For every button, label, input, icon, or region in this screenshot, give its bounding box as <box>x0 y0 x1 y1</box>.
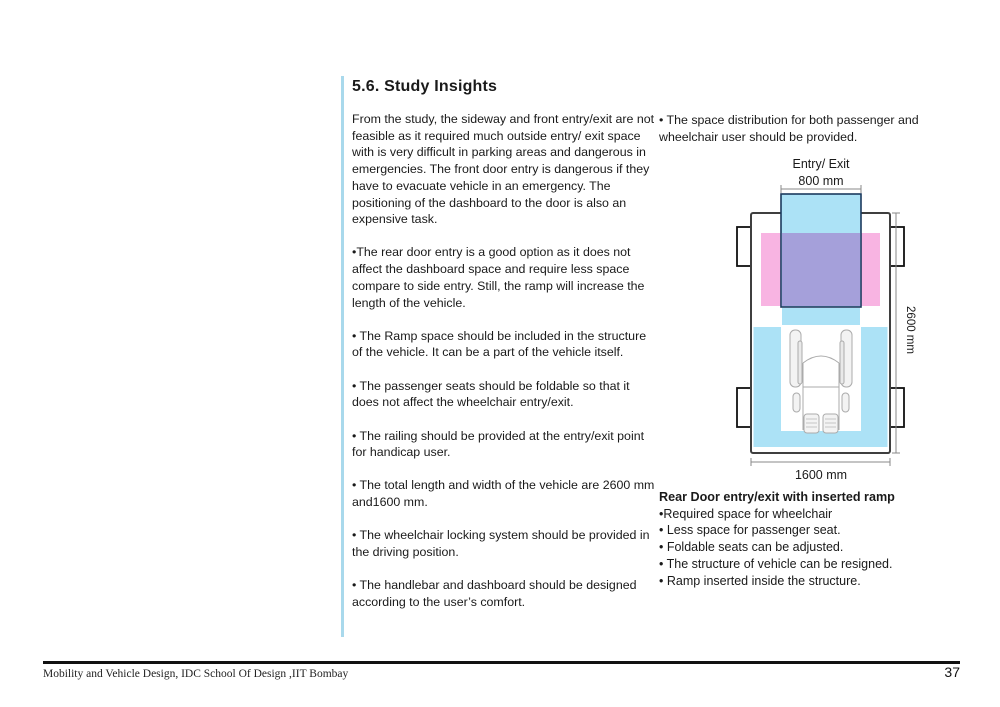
caption-bullet: • Ramp inserted inside the structure. <box>659 573 861 588</box>
footer-divider <box>43 661 960 664</box>
dimension-800-label: 800 mm <box>798 174 844 188</box>
bullet-dimensions: • The total length and width of the vehicle are 2600 mm and1600 mm. <box>352 478 655 510</box>
entry-exit-label: Entry/ Exit <box>792 157 850 171</box>
caption-bullet: • Foldable seats can be adjusted. <box>659 540 844 555</box>
bullet-locking-system: • The wheelchair locking system should be provided in the driving position. <box>352 528 650 560</box>
dimension-1600-label: 1600 mm <box>794 468 848 482</box>
vehicle-top-view-svg <box>685 150 935 485</box>
wheel-rear-left <box>737 388 752 427</box>
right-text-column <box>659 112 943 145</box>
bullet-rear-door: •The rear door entry is a good option as it does not affect the dashboard space and require less space compare to side entry. Still, the ramp will increase the length of the vehicle. <box>352 245 645 310</box>
page-number: 37 <box>944 664 960 680</box>
dimension-1600-line <box>751 458 890 466</box>
bullet-handlebar: • The handlebar and dashboard should be designed according to the user’s comfort. <box>352 578 637 609</box>
bullet-foldable-seats: • The passenger seats should be foldable so that it does not affect the wheelchair entry/exit. <box>352 378 630 410</box>
page-title: 5.6. Study Insights <box>352 78 498 95</box>
bullet-railing: • The railing should be provided at the entry/exit point for handicap user. <box>352 428 645 460</box>
caption-bullet: •Required space for wheelchair <box>659 506 833 521</box>
overlap-zone <box>782 233 860 306</box>
caption-bullet: • Less space for passenger seat. <box>659 523 841 538</box>
vehicle-diagram <box>685 150 935 485</box>
bullet-ramp-space: • The Ramp space should be included in the structure of the vehicle. It can be a part of the vehicle itself. <box>352 328 647 360</box>
diagram-caption <box>659 489 959 589</box>
wheel-front-left <box>737 227 752 266</box>
caption-title: Rear Door entry/exit with inserted ramp <box>659 490 895 504</box>
bullet-space-distribution: • The space distribution for both passenger and wheelchair user should be provided. <box>659 113 919 144</box>
dimension-2600-label: 2600 mm <box>904 306 916 354</box>
left-text-column <box>352 78 659 627</box>
footer-text: Mobility and Vehicle Design, IDC School Of Design ,IIT Bombay <box>43 668 349 680</box>
study-paragraph: From the study, the sideway and front entry/exit are not feasible as it required much outside entry/ exit space with is very difficult in parking areas and dangerous in emergencies. The front door entry is dangerous if they have to evacuate vehicle in an emergency. The positioning of the dashboard to the door is also an expensive task. <box>352 112 655 227</box>
ramp-inserted-strip <box>782 308 860 325</box>
caption-bullet: • The structure of vehicle can be resigned. <box>659 556 893 571</box>
accent-vertical-rule <box>341 76 344 637</box>
